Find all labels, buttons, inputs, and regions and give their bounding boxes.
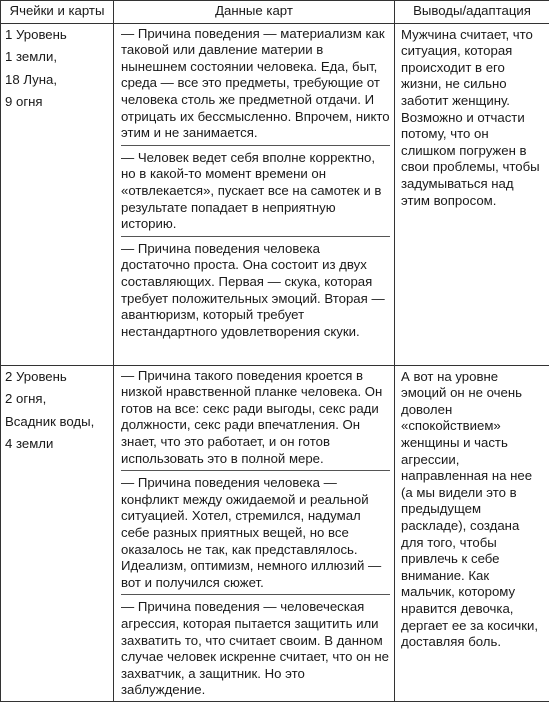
header-conclusions: Выводы/адаптация	[395, 1, 549, 24]
card-data-paragraph: — Причина поведения — материализм как таковой или давление материи в нынешнем состоянии человека. Еда, быт, среда — все это предметы, требующие от человека столь же предметной отдачи. И отрицать их бессмысленно. Впрочем, никто этим и не занимается.	[121, 26, 390, 146]
level-label: 1 Уровень	[5, 27, 109, 44]
card-label: 4 земли	[5, 436, 109, 453]
level-label: 2 Уровень	[5, 369, 109, 386]
card-data-paragraph: — Причина поведения человека достаточно проста. Она состоит из двух составляющих. Первая — скука, которая требует положительных эмоций. Вторая — авантюризм, который требует нестандартного удовлетворения скуки.	[121, 241, 390, 341]
card-data-paragraph: — Причина такого поведения кроется в низкой нравственной планке человека. Он готов на все: секс ради выгоды, секс ради должности, секс ради впечатления. Он знает, что это работает, и он готов использовать это в полной мере.	[121, 368, 390, 472]
cells-column	[1, 23, 114, 365]
card-label: 9 огня	[5, 94, 109, 111]
header-card-data: Данные карт	[114, 1, 395, 24]
card-data-paragraph: — Человек ведет себя вполне корректно, но в какой-то момент времени он «отвлекается», пускает все на самотек и в результате попадает в неприятную историю.	[121, 150, 390, 237]
card-data-paragraph: — Причина поведения человека — конфликт между ожидаемой и реальной ситуацией. Хотел, стремился, надумал себе разных приятных вещей, но все оказалось не так, как представлялось. Идеализм, оптимизм, немного иллюзий — вот и получился сюжет.	[121, 475, 390, 595]
cells-column	[1, 365, 114, 701]
card-data-column	[114, 365, 395, 701]
table-row-level-1	[1, 23, 549, 365]
header-row	[1, 1, 549, 24]
header-cells-cards: Ячейки и карты	[1, 1, 114, 24]
conclusion-cell: Мужчина считает, что ситуация, которая происходит в его жизни, не сильно заботит женщину. Возможно и отчасти потому, что он слишком погружен в свои проблемы, чтобы задумываться над этим вопросом.	[395, 23, 549, 365]
card-label: Всадник воды,	[5, 414, 109, 431]
card-data-paragraph: — Причина поведения — человеческая агрессия, которая пытается защитить или захватить то, что считает своим. В данном случае человек искренне считает, что он не захватчик, а защитник. Но это заблуждение.	[121, 599, 390, 699]
card-label: 2 огня,	[5, 391, 109, 408]
conclusion-cell: А вот на уровне эмоций он не очень доволен «спокойствием» женщины и часть агрессии, направленная на нее (а мы видели это в предыдущем раскладе), создана для того, чтобы привлечь к себе внимание. Как мальчик, которому нравится девочка, дергает ее за косички, доставляя боль.	[395, 365, 549, 701]
table-row-level-2	[1, 365, 549, 701]
card-label: 1 земли,	[5, 49, 109, 66]
card-label: 18 Луна,	[5, 72, 109, 89]
card-data-column	[114, 23, 395, 365]
